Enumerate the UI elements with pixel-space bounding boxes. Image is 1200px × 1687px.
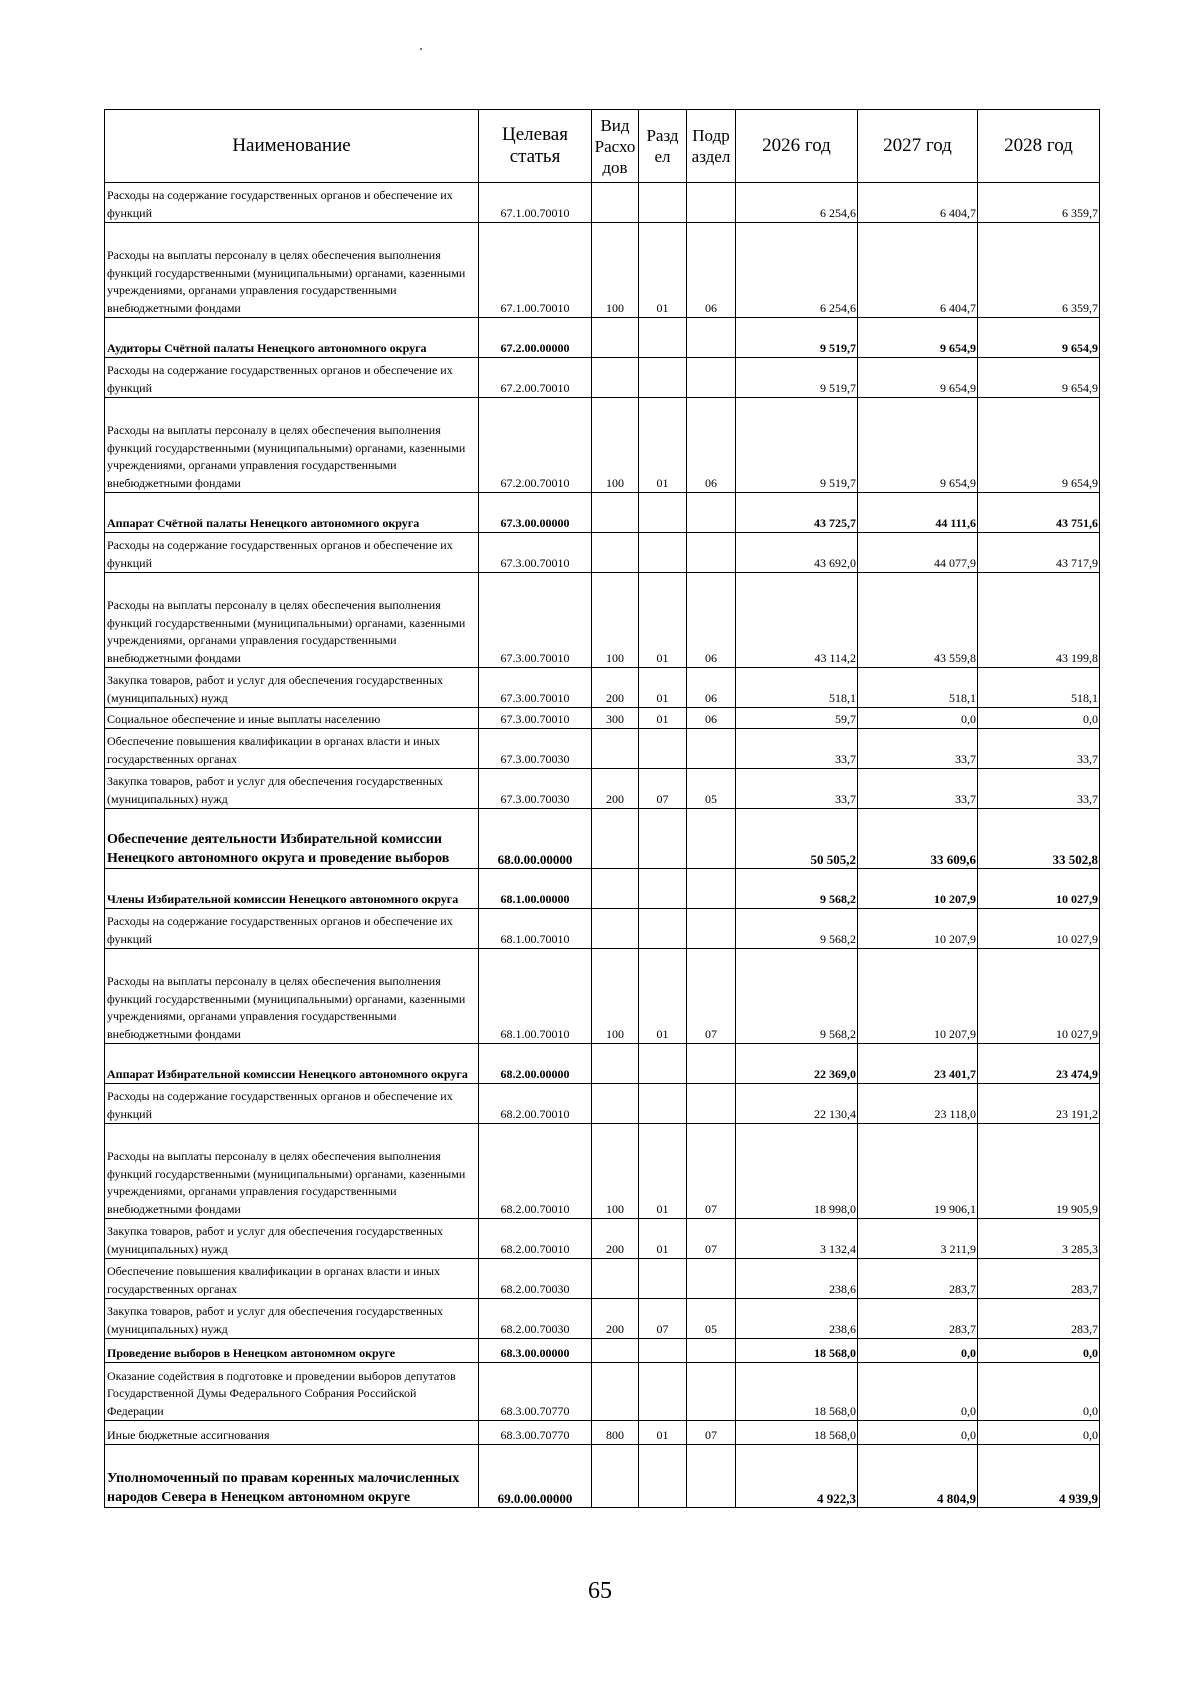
cell-target: 68.3.00.00000 — [479, 1339, 592, 1363]
cell-name: Уполномоченный по правам коренных малочисленных народов Севера в Ненецком автономном округе — [105, 1445, 479, 1508]
cell-2027: 283,7 — [858, 1259, 978, 1299]
table-row — [105, 533, 1100, 573]
cell-name: Обеспечение повышения квалификации в органах власти и иных государственных органах — [105, 729, 479, 769]
cell-2027: 9 654,9 — [858, 358, 978, 398]
cell-podrazdel — [687, 533, 736, 573]
cell-podrazdel: 07 — [687, 1124, 736, 1219]
cell-2026: 33,7 — [736, 729, 858, 769]
table-row — [105, 909, 1100, 949]
cell-2027: 10 207,9 — [858, 949, 978, 1044]
table-row — [105, 708, 1100, 729]
table-row — [105, 1124, 1100, 1219]
table-row — [105, 358, 1100, 398]
cell-podrazdel: 06 — [687, 573, 736, 668]
cell-2026: 3 132,4 — [736, 1219, 858, 1259]
cell-2027: 43 559,8 — [858, 573, 978, 668]
cell-vid — [592, 1363, 639, 1421]
cell-target: 68.2.00.70030 — [479, 1299, 592, 1339]
cell-2027: 33 609,6 — [858, 809, 978, 869]
cell-vid — [592, 1044, 639, 1084]
cell-target: 67.2.00.00000 — [479, 318, 592, 358]
cell-razdel: 07 — [639, 769, 687, 809]
cell-vid — [592, 729, 639, 769]
cell-2027: 44 077,9 — [858, 533, 978, 573]
cell-2027: 44 111,6 — [858, 493, 978, 533]
cell-razdel — [639, 1084, 687, 1124]
cell-2027: 19 906,1 — [858, 1124, 978, 1219]
table-row — [105, 809, 1100, 869]
cell-podrazdel — [687, 1084, 736, 1124]
cell-vid: 800 — [592, 1421, 639, 1445]
cell-2027: 9 654,9 — [858, 398, 978, 493]
cell-vid: 100 — [592, 573, 639, 668]
cell-2026: 9 568,2 — [736, 949, 858, 1044]
cell-razdel — [639, 729, 687, 769]
cell-name: Оказание содействия в подготовке и проведении выборов депутатов Государственной Думы Федерального Собрания Российской Федерации — [105, 1363, 479, 1421]
cell-2027: 9 654,9 — [858, 318, 978, 358]
cell-2026: 18 568,0 — [736, 1363, 858, 1421]
budget-table-container — [104, 109, 1099, 1508]
cell-razdel: 01 — [639, 398, 687, 493]
table-row — [105, 1044, 1100, 1084]
cell-name: Аудиторы Счётной палаты Ненецкого автономного округа — [105, 318, 479, 358]
cell-target: 68.1.00.70010 — [479, 909, 592, 949]
table-header-row — [105, 110, 1100, 183]
cell-razdel — [639, 1044, 687, 1084]
cell-2026: 518,1 — [736, 668, 858, 708]
cell-vid — [592, 183, 639, 223]
cell-2027: 10 207,9 — [858, 869, 978, 909]
cell-vid: 100 — [592, 398, 639, 493]
cell-podrazdel — [687, 493, 736, 533]
cell-2028: 43 751,6 — [978, 493, 1100, 533]
header-name: Наименование — [105, 110, 479, 183]
header-target: Целевая статья — [479, 110, 592, 183]
cell-name: Закупка товаров, работ и услуг для обеспечения государственных (муниципальных) нужд — [105, 1219, 479, 1259]
table-row — [105, 223, 1100, 318]
cell-target: 67.3.00.70030 — [479, 769, 592, 809]
cell-razdel — [639, 869, 687, 909]
cell-2028: 10 027,9 — [978, 909, 1100, 949]
scan-speck — [420, 48, 422, 50]
cell-2028: 0,0 — [978, 1363, 1100, 1421]
cell-razdel: 07 — [639, 1299, 687, 1339]
cell-razdel: 01 — [639, 1124, 687, 1219]
cell-2028: 33 502,8 — [978, 809, 1100, 869]
cell-name: Закупка товаров, работ и услуг для обеспечения государственных (муниципальных) нужд — [105, 1299, 479, 1339]
cell-2026: 18 998,0 — [736, 1124, 858, 1219]
cell-podrazdel — [687, 1044, 736, 1084]
cell-name: Расходы на выплаты персоналу в целях обеспечения выполнения функций государственными (муниципальными) органами, казенными учреждениями, органами управления государственными внебюджетными фондами — [105, 223, 479, 318]
cell-podrazdel — [687, 729, 736, 769]
cell-podrazdel — [687, 1259, 736, 1299]
cell-vid: 300 — [592, 708, 639, 729]
cell-2028: 518,1 — [978, 668, 1100, 708]
header-vid: Вид Расхо дов — [592, 110, 639, 183]
cell-target: 67.3.00.70010 — [479, 708, 592, 729]
cell-razdel — [639, 909, 687, 949]
cell-vid: 200 — [592, 1219, 639, 1259]
table-row — [105, 1084, 1100, 1124]
cell-2028: 10 027,9 — [978, 949, 1100, 1044]
cell-2027: 6 404,7 — [858, 223, 978, 318]
cell-2026: 9 519,7 — [736, 358, 858, 398]
cell-2026: 9 519,7 — [736, 398, 858, 493]
cell-name: Расходы на выплаты персоналу в целях обеспечения выполнения функций государственными (муниципальными) органами, казенными учреждениями, органами управления государственными внебюджетными фондами — [105, 398, 479, 493]
cell-2028: 6 359,7 — [978, 183, 1100, 223]
cell-podrazdel: 06 — [687, 223, 736, 318]
cell-vid — [592, 1084, 639, 1124]
cell-name: Иные бюджетные ассигнования — [105, 1421, 479, 1445]
cell-razdel: 01 — [639, 708, 687, 729]
table-row — [105, 493, 1100, 533]
cell-razdel: 01 — [639, 573, 687, 668]
cell-name: Обеспечение повышения квалификации в органах власти и иных государственных органах — [105, 1259, 479, 1299]
cell-2026: 22 369,0 — [736, 1044, 858, 1084]
cell-vid: 200 — [592, 769, 639, 809]
cell-podrazdel — [687, 909, 736, 949]
cell-vid: 200 — [592, 1299, 639, 1339]
cell-name: Расходы на выплаты персоналу в целях обеспечения выполнения функций государственными (муниципальными) органами, казенными учреждениями, органами управления государственными внебюджетными фондами — [105, 1124, 479, 1219]
cell-2026: 18 568,0 — [736, 1339, 858, 1363]
cell-podrazdel — [687, 318, 736, 358]
cell-2028: 283,7 — [978, 1299, 1100, 1339]
table-row — [105, 1363, 1100, 1421]
table-row — [105, 318, 1100, 358]
cell-vid: 200 — [592, 668, 639, 708]
table-row — [105, 183, 1100, 223]
cell-2028: 19 905,9 — [978, 1124, 1100, 1219]
cell-name: Расходы на содержание государственных органов и обеспечение их функций — [105, 1084, 479, 1124]
cell-2027: 10 207,9 — [858, 909, 978, 949]
cell-2028: 9 654,9 — [978, 398, 1100, 493]
cell-podrazdel: 06 — [687, 668, 736, 708]
cell-vid — [592, 1339, 639, 1363]
cell-vid: 100 — [592, 949, 639, 1044]
cell-target: 68.2.00.70010 — [479, 1124, 592, 1219]
cell-name: Обеспечение деятельности Избирательной комиссии Ненецкого автономного округа и проведение выборов — [105, 809, 479, 869]
cell-vid — [592, 809, 639, 869]
cell-target: 69.0.00.00000 — [479, 1445, 592, 1508]
cell-target: 68.1.00.00000 — [479, 869, 592, 909]
cell-name: Закупка товаров, работ и услуг для обеспечения государственных (муниципальных) нужд — [105, 769, 479, 809]
cell-podrazdel: 05 — [687, 1299, 736, 1339]
cell-target: 68.3.00.70770 — [479, 1421, 592, 1445]
cell-name: Социальное обеспечение и иные выплаты населению — [105, 708, 479, 729]
cell-podrazdel: 07 — [687, 1421, 736, 1445]
budget-table — [104, 109, 1100, 1508]
cell-name: Расходы на выплаты персоналу в целях обеспечения выполнения функций государственными (муниципальными) органами, казенными учреждениями, органами управления государственными внебюджетными фондами — [105, 949, 479, 1044]
cell-razdel — [639, 358, 687, 398]
cell-2028: 4 939,9 — [978, 1445, 1100, 1508]
cell-name: Аппарат Избирательной комиссии Ненецкого автономного округа — [105, 1044, 479, 1084]
cell-target: 67.2.00.70010 — [479, 358, 592, 398]
cell-razdel: 01 — [639, 668, 687, 708]
cell-podrazdel — [687, 1339, 736, 1363]
cell-name: Закупка товаров, работ и услуг для обеспечения государственных (муниципальных) нужд — [105, 668, 479, 708]
cell-target: 67.1.00.70010 — [479, 183, 592, 223]
cell-2028: 0,0 — [978, 708, 1100, 729]
cell-2028: 9 654,9 — [978, 358, 1100, 398]
cell-vid — [592, 493, 639, 533]
cell-vid — [592, 909, 639, 949]
header-razdel: Разд ел — [639, 110, 687, 183]
cell-2027: 4 804,9 — [858, 1445, 978, 1508]
cell-name: Проведение выборов в Ненецком автономном округе — [105, 1339, 479, 1363]
cell-target: 67.3.00.70030 — [479, 729, 592, 769]
cell-2026: 43 114,2 — [736, 573, 858, 668]
table-row — [105, 729, 1100, 769]
cell-podrazdel — [687, 358, 736, 398]
cell-vid: 100 — [592, 1124, 639, 1219]
cell-2028: 33,7 — [978, 729, 1100, 769]
cell-razdel — [639, 1363, 687, 1421]
cell-2026: 18 568,0 — [736, 1421, 858, 1445]
cell-vid — [592, 1259, 639, 1299]
cell-name: Расходы на содержание государственных органов и обеспечение их функций — [105, 358, 479, 398]
cell-vid — [592, 1445, 639, 1508]
cell-2028: 0,0 — [978, 1421, 1100, 1445]
cell-2028: 33,7 — [978, 769, 1100, 809]
table-body — [105, 183, 1100, 1508]
cell-podrazdel — [687, 1445, 736, 1508]
cell-razdel — [639, 318, 687, 358]
cell-razdel — [639, 1259, 687, 1299]
table-row — [105, 668, 1100, 708]
cell-target: 67.3.00.70010 — [479, 573, 592, 668]
header-2027: 2027 год — [858, 110, 978, 183]
cell-name: Расходы на содержание государственных органов и обеспечение их функций — [105, 183, 479, 223]
cell-razdel — [639, 533, 687, 573]
cell-razdel: 01 — [639, 1421, 687, 1445]
cell-2028: 3 285,3 — [978, 1219, 1100, 1259]
cell-2026: 238,6 — [736, 1299, 858, 1339]
cell-2027: 518,1 — [858, 668, 978, 708]
cell-target: 68.2.00.70030 — [479, 1259, 592, 1299]
cell-razdel — [639, 809, 687, 869]
cell-2028: 283,7 — [978, 1259, 1100, 1299]
cell-2027: 0,0 — [858, 1339, 978, 1363]
cell-target: 67.3.00.70010 — [479, 668, 592, 708]
cell-2026: 33,7 — [736, 769, 858, 809]
cell-podrazdel: 05 — [687, 769, 736, 809]
cell-2026: 43 692,0 — [736, 533, 858, 573]
cell-podrazdel: 06 — [687, 398, 736, 493]
cell-target: 68.2.00.70010 — [479, 1219, 592, 1259]
cell-2028: 0,0 — [978, 1339, 1100, 1363]
cell-razdel: 01 — [639, 949, 687, 1044]
cell-vid — [592, 318, 639, 358]
cell-razdel — [639, 1339, 687, 1363]
cell-2027: 33,7 — [858, 769, 978, 809]
cell-podrazdel: 07 — [687, 1219, 736, 1259]
table-row — [105, 869, 1100, 909]
cell-razdel: 01 — [639, 223, 687, 318]
table-row — [105, 1421, 1100, 1445]
cell-podrazdel — [687, 809, 736, 869]
table-row — [105, 398, 1100, 493]
cell-name: Расходы на выплаты персоналу в целях обеспечения выполнения функций государственными (муниципальными) органами, казенными учреждениями, органами управления государственными внебюджетными фондами — [105, 573, 479, 668]
cell-2027: 33,7 — [858, 729, 978, 769]
cell-podrazdel: 07 — [687, 949, 736, 1044]
cell-2028: 9 654,9 — [978, 318, 1100, 358]
cell-2026: 22 130,4 — [736, 1084, 858, 1124]
table-row — [105, 1445, 1100, 1508]
table-row — [105, 573, 1100, 668]
cell-2026: 9 568,2 — [736, 869, 858, 909]
cell-target: 68.3.00.70770 — [479, 1363, 592, 1421]
cell-2026: 43 725,7 — [736, 493, 858, 533]
cell-target: 68.1.00.70010 — [479, 949, 592, 1044]
cell-2027: 283,7 — [858, 1299, 978, 1339]
cell-podrazdel — [687, 869, 736, 909]
header-2028: 2028 год — [978, 110, 1100, 183]
cell-2027: 6 404,7 — [858, 183, 978, 223]
cell-2027: 0,0 — [858, 708, 978, 729]
cell-name: Аппарат Счётной палаты Ненецкого автономного округа — [105, 493, 479, 533]
cell-target: 67.2.00.70010 — [479, 398, 592, 493]
table-row — [105, 769, 1100, 809]
cell-2026: 6 254,6 — [736, 183, 858, 223]
cell-2027: 23 118,0 — [858, 1084, 978, 1124]
cell-name: Расходы на содержание государственных органов и обеспечение их функций — [105, 909, 479, 949]
header-2026: 2026 год — [736, 110, 858, 183]
cell-razdel — [639, 183, 687, 223]
cell-podrazdel — [687, 183, 736, 223]
cell-razdel — [639, 1445, 687, 1508]
cell-podrazdel: 06 — [687, 708, 736, 729]
cell-2028: 43 717,9 — [978, 533, 1100, 573]
cell-2026: 9 519,7 — [736, 318, 858, 358]
cell-2028: 6 359,7 — [978, 223, 1100, 318]
cell-2026: 238,6 — [736, 1259, 858, 1299]
cell-vid: 100 — [592, 223, 639, 318]
cell-2027: 23 401,7 — [858, 1044, 978, 1084]
cell-2027: 0,0 — [858, 1421, 978, 1445]
cell-name: Члены Избирательной комиссии Ненецкого автономного округа — [105, 869, 479, 909]
cell-2028: 10 027,9 — [978, 869, 1100, 909]
page-number: 65 — [588, 1578, 612, 1604]
cell-target: 67.3.00.70010 — [479, 533, 592, 573]
cell-target: 68.2.00.00000 — [479, 1044, 592, 1084]
cell-target: 67.3.00.00000 — [479, 493, 592, 533]
table-row — [105, 1339, 1100, 1363]
cell-target: 68.2.00.70010 — [479, 1084, 592, 1124]
cell-target: 68.0.00.00000 — [479, 809, 592, 869]
table-row — [105, 949, 1100, 1044]
cell-razdel — [639, 493, 687, 533]
cell-2026: 4 922,3 — [736, 1445, 858, 1508]
cell-target: 67.1.00.70010 — [479, 223, 592, 318]
cell-2026: 59,7 — [736, 708, 858, 729]
table-row — [105, 1259, 1100, 1299]
cell-vid — [592, 533, 639, 573]
cell-vid — [592, 358, 639, 398]
cell-2028: 23 474,9 — [978, 1044, 1100, 1084]
cell-2028: 43 199,8 — [978, 573, 1100, 668]
cell-2026: 9 568,2 — [736, 909, 858, 949]
cell-name: Расходы на содержание государственных органов и обеспечение их функций — [105, 533, 479, 573]
cell-2026: 50 505,2 — [736, 809, 858, 869]
cell-podrazdel — [687, 1363, 736, 1421]
table-row — [105, 1299, 1100, 1339]
cell-2028: 23 191,2 — [978, 1084, 1100, 1124]
table-row — [105, 1219, 1100, 1259]
cell-2027: 0,0 — [858, 1363, 978, 1421]
cell-2026: 6 254,6 — [736, 223, 858, 318]
cell-2027: 3 211,9 — [858, 1219, 978, 1259]
cell-razdel: 01 — [639, 1219, 687, 1259]
header-podrazdel: Подр аздел — [687, 110, 736, 183]
cell-vid — [592, 869, 639, 909]
